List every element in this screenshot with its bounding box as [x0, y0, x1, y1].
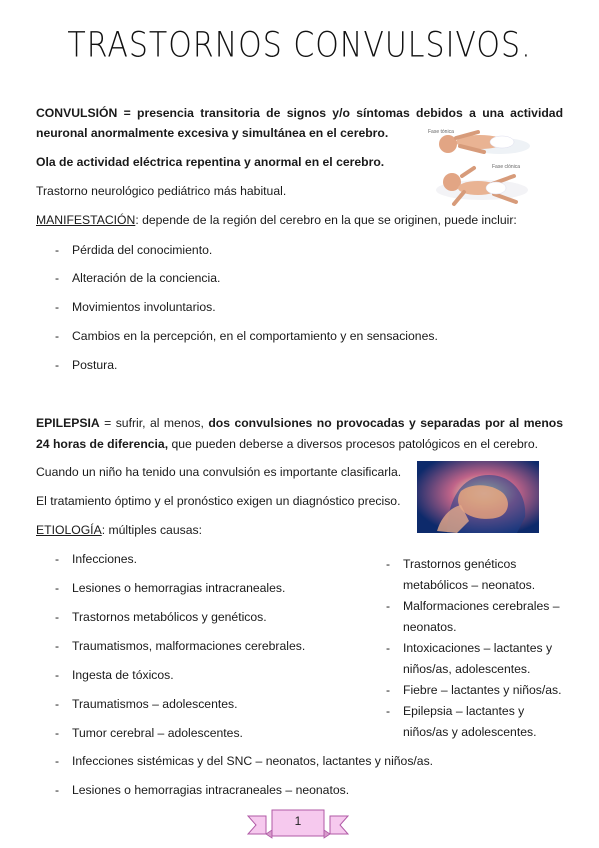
epilepsia-classify: Cuando un niño ha tenido una convulsión es importante clasificarla. — [36, 465, 402, 479]
phase-clonic-label: Fase clónica — [492, 164, 521, 170]
epilepsia-treatment: El tratamiento óptimo y el pronóstico exigen un diagnóstico preciso. — [36, 494, 401, 508]
page-number-badge — [246, 808, 350, 840]
epilepsia-term: EPILEPSIA — [36, 416, 100, 430]
manifestacion-intro: MANIFESTACIÓN: depende de la región del cerebro en la que se originen, puede incluir: — [36, 213, 517, 227]
convulsion-common: Trastorno neurológico pediátrico más habitual. — [36, 184, 287, 198]
convulsion-term: CONVULSIÓN — [36, 106, 118, 120]
epilepsia-definition: EPILEPSIA = sufrir, al menos, dos convulsiones no provocadas y separadas por al menos 24 horas de diferencia, que pueden deberse a diversos procesos patológicos en el cerebro. — [36, 416, 563, 451]
list-item: - Malformaciones cerebrales – neonatos. — [386, 599, 560, 634]
page-title: TRASTORNOS CONVULSIVOS. — [67, 25, 532, 66]
page-number: 1 — [294, 814, 302, 828]
etiologia-heading: ETIOLOGÍA — [36, 523, 102, 537]
list-item: - Intoxicaciones – lactantes y niños/as, adolescentes. — [386, 641, 553, 676]
convulsion-definition: CONVULSIÓN = presencia transitoria de signos y/o síntomas debidos a una actividad neuronal anormalmente excesiva y simultánea en el cerebro. — [36, 106, 564, 140]
list-item: - Epilepsia – lactantes y niños/as y adolescentes. — [386, 704, 537, 739]
seizure-phases-image — [418, 124, 542, 212]
etiologia-intro: ETIOLOGÍA: múltiples causas: — [36, 523, 202, 537]
list-item: - Trastornos genéticos metabólicos – neonatos. — [386, 557, 536, 592]
manifestacion-heading: MANIFESTACIÓN — [36, 213, 136, 227]
convulsion-def: presencia transitoria de signos y/o síntomas debidos a una actividad neuronal anormalmente excesiva y simultánea en el cerebro. — [36, 106, 564, 140]
brain-headache-image — [417, 461, 539, 533]
list-item: - Fiebre – lactantes y niños/as. — [386, 683, 562, 697]
phase-tonic-label: Fase tónica — [428, 129, 454, 135]
convulsion-wave: Ola de actividad eléctrica repentina y anormal en el cerebro. — [36, 155, 385, 169]
